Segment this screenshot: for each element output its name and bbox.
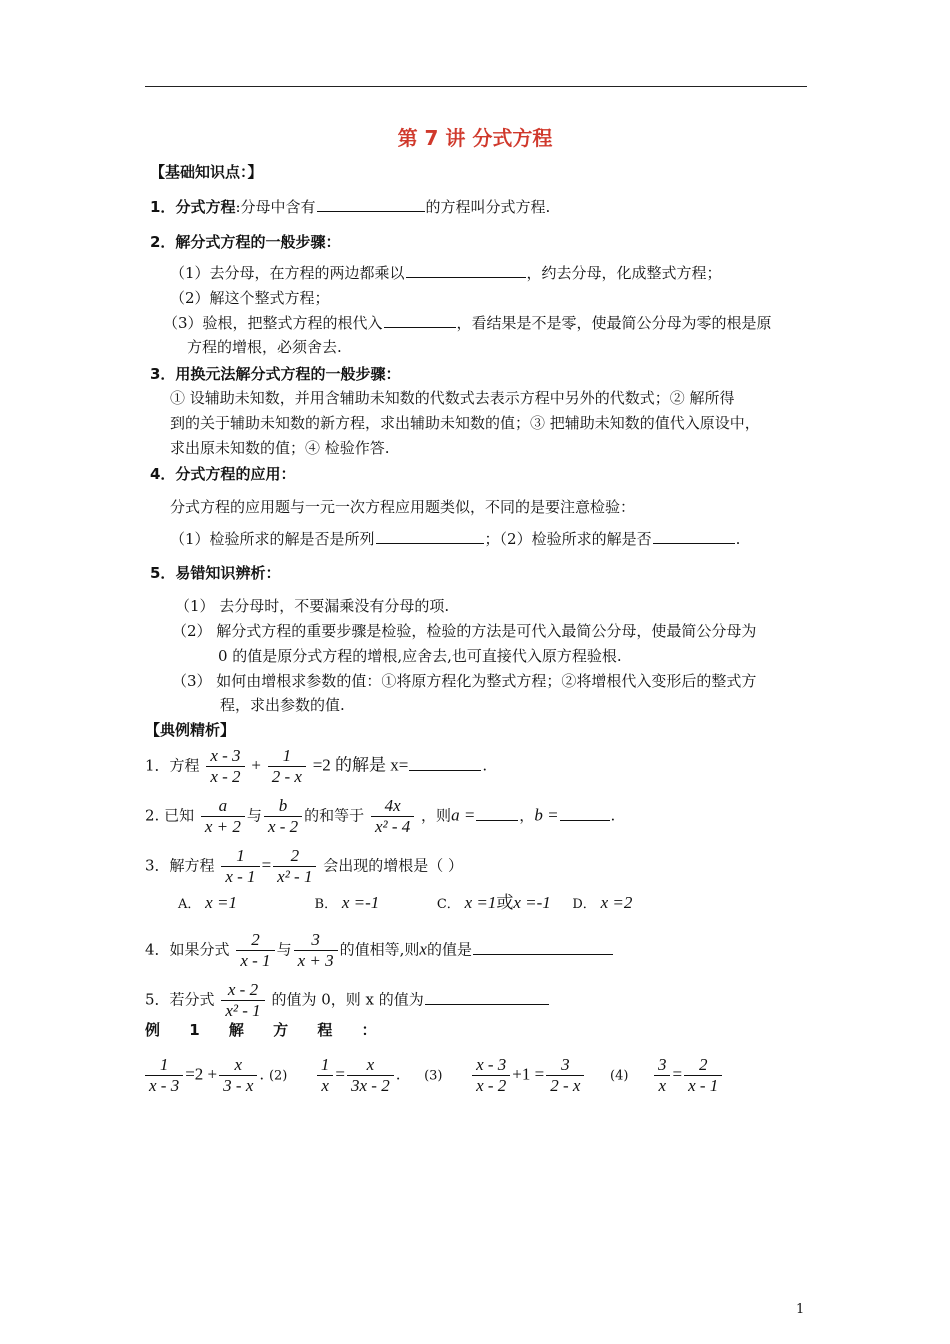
fraction: $\frac{b}{x - 2}$ [264, 796, 302, 837]
header-rule [145, 86, 807, 87]
knowledge-5-line5: 程，求出参数的值. [220, 696, 345, 714]
knowledge-5-line1: （1） 去分母时，不要漏乘没有分母的项. [175, 597, 450, 615]
question-4: 4．如果分式 $\frac{2}{x - 1}$ 与 $\frac{3}{x + 3}$ 的值相等,则x的值是 [145, 930, 614, 971]
answer-blank[interactable] [653, 529, 735, 544]
fraction: $\frac{1}{x}$ [317, 1055, 334, 1096]
answer-blank[interactable] [317, 197, 425, 212]
knowledge-2-step1: （1）去分母，在方程的两边都乘以 ，约去分母，化成整式方程； [170, 264, 722, 282]
knowledge-4-heading: 4．分式方程的应用： [150, 465, 296, 483]
answer-blank[interactable] [406, 263, 526, 278]
section-examples: 【典例精析】 [145, 721, 236, 739]
fraction: $\frac{3}{x + 3}$ [294, 930, 338, 971]
answer-blank[interactable] [384, 313, 456, 328]
question-3-options: A． x =1 B． x =-1 C． x =1或x =-1 D． x =2 [178, 893, 633, 912]
answer-blank[interactable] [409, 756, 481, 771]
fraction: $\frac{1}{2 - x}$ [268, 746, 306, 787]
knowledge-3-line1: ① 设辅助未知数，并用含辅助未知数的代数式去表示方程中另外的代数式；② 解所得 [170, 389, 735, 407]
knowledge-5-line2: （2） 解分式方程的重要步骤是检验，检验的方法是可代入最简公分母，使最简公分母为 [172, 622, 757, 640]
fraction: $\frac{a}{x + 2}$ [201, 796, 245, 837]
fraction: $\frac{x - 3}{x - 2}$ [206, 746, 244, 787]
answer-blank[interactable] [425, 990, 549, 1005]
option-d[interactable]: x =2 [600, 893, 633, 912]
knowledge-3-line2: 到的关于辅助未知数的新方程，求出辅助未知数的值；③ 把辅助未知数的值代入原设中， [170, 414, 760, 432]
fraction: $\frac{3}{2 - x}$ [546, 1055, 584, 1096]
answer-blank[interactable] [473, 940, 613, 955]
question-5: 5．若分式 $\frac{x - 2}{\text{x² - 1}}$ 的值为 0，则 x 的值为 [145, 980, 550, 1021]
fraction: $\frac{4x}{\text{x² - 4}}$ [371, 796, 414, 837]
knowledge-2-step3: （3）验根，把整式方程的根代入 ，看结果是不是零，使最简公分母为零的根是原 [163, 314, 772, 332]
fraction: $\frac{x - 2}{\text{x² - 1}}$ [221, 980, 264, 1021]
answer-blank[interactable] [560, 806, 610, 821]
knowledge-3-heading: 3．用换元法解分式方程的一般步骤： [150, 365, 401, 383]
fraction: $\frac{1}{x - 3}$ [145, 1055, 183, 1096]
question-2: 2. 已知 $\frac{a}{x + 2}$ 与 $\frac{b}{x - 2}$ 的和等于 $\frac{4x}{\text{x² - 4}}$ ，则a = ，b = . [145, 796, 616, 836]
option-c[interactable]: x =1或x =-1 [464, 893, 551, 912]
knowledge-2-step2: （2）解这个整式方程； [170, 289, 330, 307]
knowledge-5-line3: 0 的值是原分式方程的增根,应舍去,也可直接代入原方程验根. [218, 647, 622, 665]
knowledge-5-line4: （3） 如何由增根求参数的值：①将原方程化为整式方程；②将增根代入变形后的整式方 [172, 672, 757, 690]
fraction: $\frac{x}{3 - x}$ [219, 1055, 257, 1096]
fraction: $\frac{2}{\text{x² - 1}}$ [273, 846, 316, 887]
knowledge-1: 1．分式方程:分母中含有 的方程叫分式方程. [150, 198, 551, 216]
example-1-heading: 例 1 解 方 程 ： [145, 1021, 389, 1039]
fraction: $\frac{x - 3}{x - 2}$ [472, 1055, 510, 1096]
option-a[interactable]: x =1 [205, 893, 237, 912]
option-b[interactable]: x =-1 [341, 893, 380, 912]
question-3: 3．解方程 $\frac{1}{x - 1}$ = $\frac{2}{\text{x² - 1}}$ 会出现的增根是（ ） [145, 846, 464, 886]
fraction: $\frac{2}{x - 1}$ [236, 930, 274, 971]
section-basic-knowledge: 【基础知识点：】 [150, 163, 263, 181]
fraction: $\frac{x}{3x - 2}$ [347, 1055, 394, 1096]
question-1: 1．方程 $\frac{x - 3}{x - 2}$ + $\frac{1}{2 - x}$ =2 的解是 x= . [145, 746, 488, 786]
fraction: $\frac{1}{x - 1}$ [221, 846, 259, 887]
answer-blank[interactable] [476, 806, 518, 821]
fraction: $\frac{3}{x}$ [654, 1055, 671, 1096]
page-title: 第 7 讲 分式方程 [397, 126, 553, 150]
answer-blank[interactable] [376, 529, 484, 544]
knowledge-4-line1: 分式方程的应用题与一元一次方程应用题类似，不同的是要注意检验： [170, 498, 636, 516]
example-1-equations: $\frac{1}{x - 3}$ =2 + $\frac{x}{3 - x}$ . (2) $\frac{1}{x}$ = $\frac{x}{3x - 2}$ . (3) $\frac{x - 3}{x - 2}$ +1 = $\frac{3}{2 - x}$ (4) $\frac{3}{x}$ = $\frac{2}{x - 1}$ [143, 1055, 724, 1096]
page-number: 1 [796, 1302, 805, 1317]
knowledge-5-heading: 5．易错知识辨析： [150, 564, 281, 582]
knowledge-2-step3-cont: 方程的增根，必须舍去. [187, 338, 342, 356]
knowledge-2-heading: 2．解分式方程的一般步骤： [150, 233, 341, 251]
fraction: $\frac{2}{x - 1}$ [684, 1055, 722, 1096]
knowledge-4-line2: （1）检验所求的解是否是所列 ；（2）检验所求的解是否 . [170, 530, 741, 548]
knowledge-3-line3: 求出原未知数的值；④ 检验作答. [170, 439, 390, 457]
